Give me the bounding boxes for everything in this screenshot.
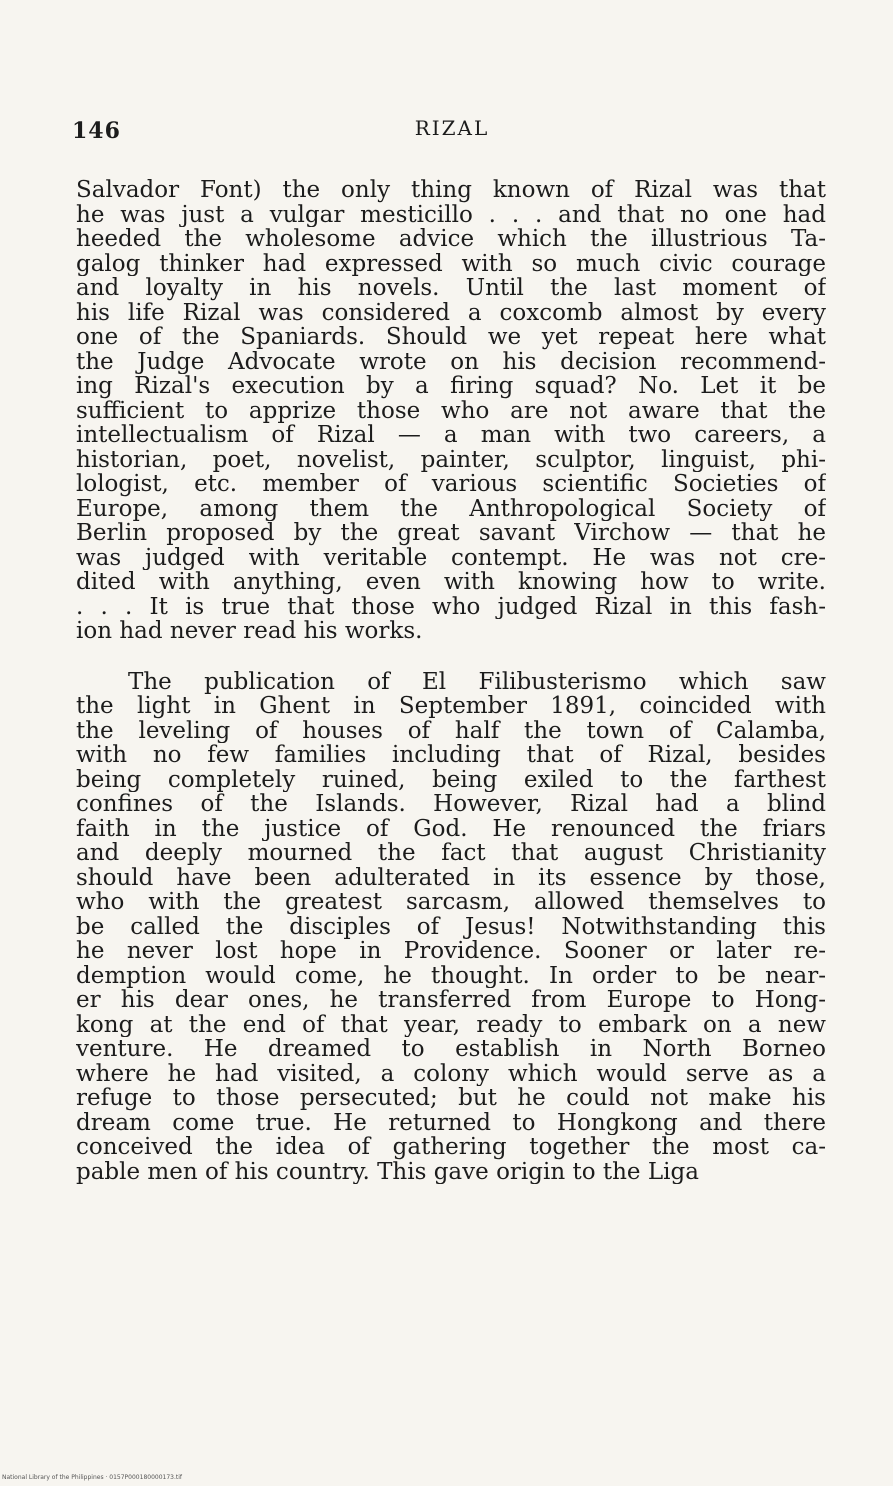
text-line: sufficient to apprize those who are not aware that the: [76, 398, 826, 423]
text-line: with no few families including that of Rizal, besides: [76, 743, 826, 768]
paragraph-2: [76, 670, 826, 1185]
page-number: 146: [72, 118, 121, 144]
text-line: and loyalty in his novels. Until the last moment of: [76, 276, 826, 301]
text-line: who with the greatest sarcasm, allowed themselves to: [76, 890, 826, 915]
text-line: demption would come, he thought. In order to be near-: [76, 963, 826, 988]
text-line: heeded the wholesome advice which the illustrious Ta-: [76, 227, 826, 252]
text-line: the light in Ghent in September 1891, coincided with: [76, 694, 826, 719]
text-line: lologist, etc. member of various scientific Societies of: [76, 472, 826, 497]
text-line: one of the Spaniards. Should we yet repeat here what: [76, 325, 826, 350]
text-line: should have been adulterated in its essence by those,: [76, 865, 826, 890]
text-line: . . . It is true that those who judged Rizal in this fash-: [76, 594, 826, 619]
text-line: was judged with veritable contempt. He was not cre-: [76, 545, 826, 570]
text-line: ing Rizal's execution by a firing squad? No. Let it be: [76, 374, 826, 399]
text-line: his life Rizal was considered a coxcomb almost by every: [76, 300, 826, 325]
text-line: where he had visited, a colony which would serve as a: [76, 1061, 826, 1086]
text-line: refuge to those persecuted; but he could not make his: [76, 1086, 826, 1111]
text-line: being completely ruined, being exiled to the farthest: [76, 767, 826, 792]
text-line: he was just a vulgar mesticillo . . . and that no one had: [76, 202, 826, 227]
text-line: he never lost hope in Providence. Sooner or later re-: [76, 939, 826, 964]
text-line: er his dear ones, he transferred from Europe to Hong-: [76, 988, 826, 1013]
text-line: historian, poet, novelist, painter, sculptor, linguist, phi-: [76, 447, 826, 472]
text-line: The publication of El Filibusterismo which saw: [128, 669, 826, 694]
page-header: [72, 112, 832, 152]
text-line: galog thinker had expressed with so much civic courage: [76, 251, 826, 276]
text-line: kong at the end of that year, ready to embark on a new: [76, 1012, 826, 1037]
text-line: Europe, among them the Anthropological Society of: [76, 496, 826, 521]
scan-footer: National Library of the Philippines · 0157P000180000173.tif: [2, 1474, 183, 1481]
text-line: dited with anything, even with knowing how to write.: [76, 570, 826, 595]
body-text: [76, 178, 826, 1184]
text-line: be called the disciples of Jesus! Notwithstanding this: [76, 914, 826, 939]
paragraph-1: [76, 178, 826, 644]
text-line: pable men of his country. This gave origin to the Liga: [76, 1159, 699, 1184]
running-head: RIZAL: [414, 116, 490, 140]
text-line: confines of the Islands. However, Rizal had a blind: [76, 792, 826, 817]
text-line: conceived the idea of gathering together the most ca-: [76, 1135, 826, 1160]
text-line: the Judge Advocate wrote on his decision recommend-: [76, 349, 826, 374]
text-line: ion had never read his works.: [76, 619, 423, 644]
text-line: faith in the justice of God. He renounced the friars: [76, 816, 826, 841]
text-line: venture. He dreamed to establish in North Borneo: [76, 1037, 826, 1062]
text-line: Berlin proposed by the great savant Virchow — that he: [76, 521, 826, 546]
text-line: Salvador Font) the only thing known of Rizal was that: [76, 178, 826, 203]
text-line: and deeply mourned the fact that august Christianity: [76, 841, 826, 866]
text-line: dream come true. He returned to Hongkong and there: [76, 1110, 826, 1135]
text-line: the leveling of houses of half the town of Calamba,: [76, 718, 826, 743]
text-line: intellectualism of Rizal — a man with two careers, a: [76, 423, 826, 448]
